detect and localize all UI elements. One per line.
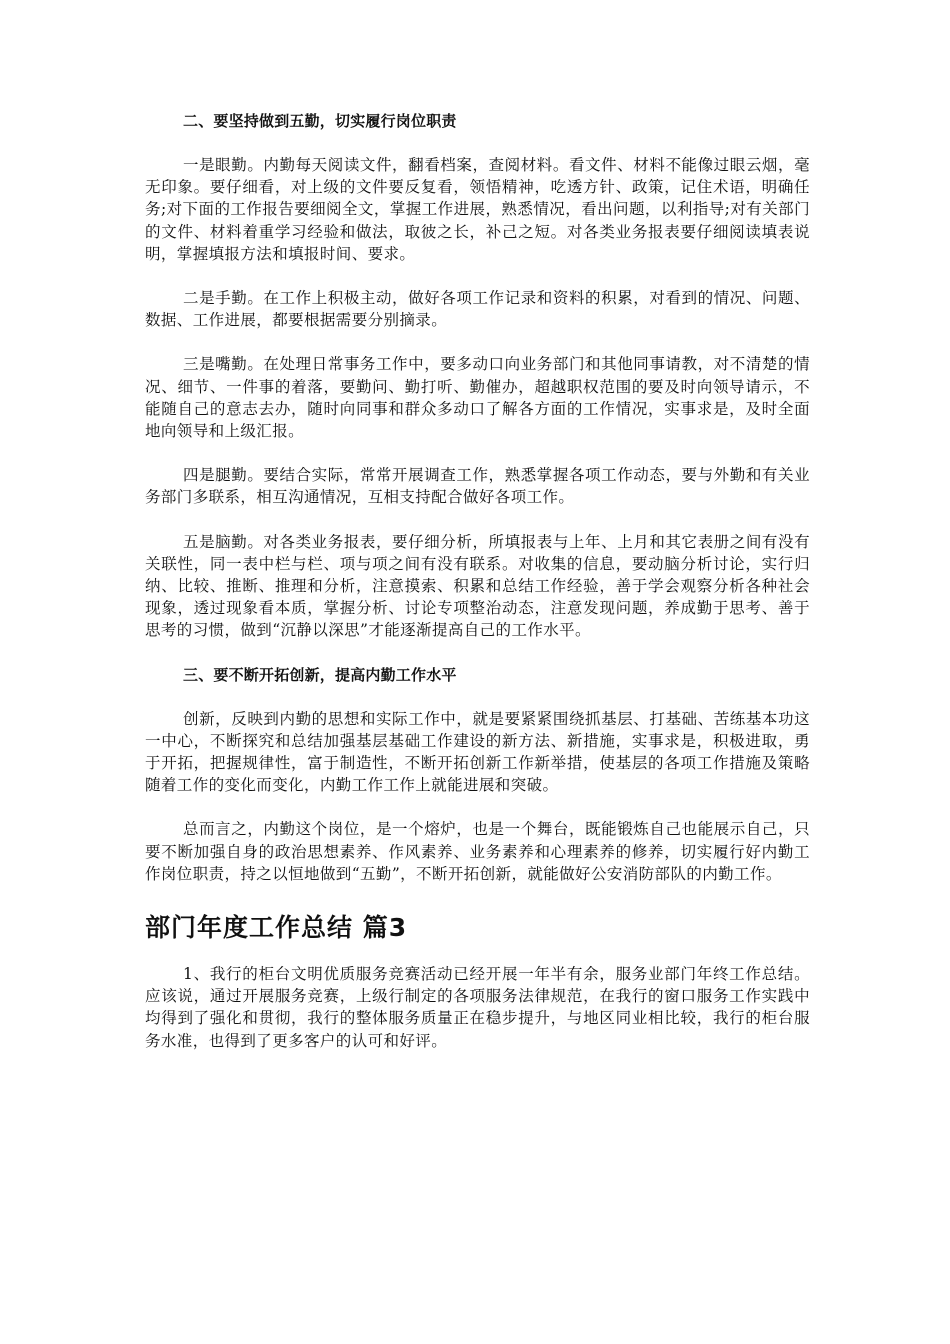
section-heading-2: 二、要坚持做到五勤，切实履行岗位职责: [183, 112, 457, 130]
paragraph-hand-diligence: 二是手勤。在工作上积极主动，做好各项工作记录和资料的积累，对看到的情况、问题、数据、工作进展，都要根据需要分别摘录。: [145, 289, 810, 330]
article-title: 部门年度工作总结 篇3: [145, 913, 408, 943]
paragraph-mouth-diligence: 三是嘴勤。在处理日常事务工作中，要多动口向业务部门和其他同事请教，对不清楚的情况、细节、一件事的着落，要勤问、勤打听、勤催办，超越职权范围的要及时向领导请示，不能随自己的意志去办，随时向同事和群众多动口了解各方面的工作情况，实事求是，及时全面地向领导和上级汇报。: [145, 355, 810, 441]
paragraph-innovation: 创新，反映到内勤的思想和实际工作中，就是要紧紧围绕抓基层、打基础、苦练基本功这一中心，不断探究和总结加强基层基础工作建设的新方法、新措施，实事求是，积极进取，勇于开拓，把握规律性，富于制造性，不断开拓创新工作新举措，使基层的各项工作措施及策略随着工作的变化而变化，内勤工作工作上就能进展和突破。: [145, 709, 810, 795]
section-heading-3: 三、要不断开拓创新，提高内勤工作水平: [183, 665, 457, 684]
paragraph-counter-service: 1、我行的柜台文明优质服务竞赛活动已经开展一年半有余，服务业部门年终工作总结。应该说，通过开展服务竞赛，上级行制定的各项服务法律规范，在我行的窗口服务工作实践中均得到了强化和贯彻，我行的整体服务质量正在稳步提升，与地区同业相比较，我行的柜台服务水准，也得到了更多客户的认可和好评。: [145, 965, 810, 1050]
document-page: [145, 110, 810, 1074]
paragraph-summary: 总而言之，内勤这个岗位，是一个熔炉，也是一个舞台，既能锻炼自己也能展示自己，只要不断加强自身的政治思想素养、作风素养、业务素养和心理素养的修养，切实履行好内勤工作岗位职责，持之以恒地做到“五勤”，不断开拓创新，就能做好公安消防部队的内勤工作。: [145, 820, 810, 883]
paragraph-eye-diligence: 一是眼勤。内勤每天阅读文件，翻看档案，查阅材料。看文件、材料不能像过眼云烟，毫无印象。要仔细看，对上级的文件要反复看，领悟精神，吃透方针、政策，记住术语，明确任务;对下面的工作报告要细阅全文，掌握工作进展，熟悉情况，看出问题，以利指导;对有关部门的文件、材料着重学习经验和做法，取彼之长，补己之短。对各类业务报表要仔细阅读填表说明，掌握填报方法和填报时间、要求。: [145, 156, 810, 263]
paragraph-leg-diligence: 四是腿勤。要结合实际，常常开展调查工作，熟悉掌握各项工作动态，要与外勤和有关业务部门多联系，相互沟通情况，互相支持配合做好各项工作。: [145, 466, 810, 507]
paragraph-brain-diligence: 五是脑勤。对各类业务报表，要仔细分析，所填报表与上年、上月和其它表册之间有没有关联性，同一表中栏与栏、项与项之间有没有联系。对收集的信息，要动脑分析讨论，实行归纳、比较、推断、推理和分析，注意摸索、积累和总结工作经验，善于学会观察分析各种社会现象，透过现象看本质，掌握分析、讨论专项整治动态，注意发现问题，养成勤于思考、善于思考的习惯，做到“沉静以深思”才能逐渐提高自己的工作水平。: [145, 532, 810, 640]
